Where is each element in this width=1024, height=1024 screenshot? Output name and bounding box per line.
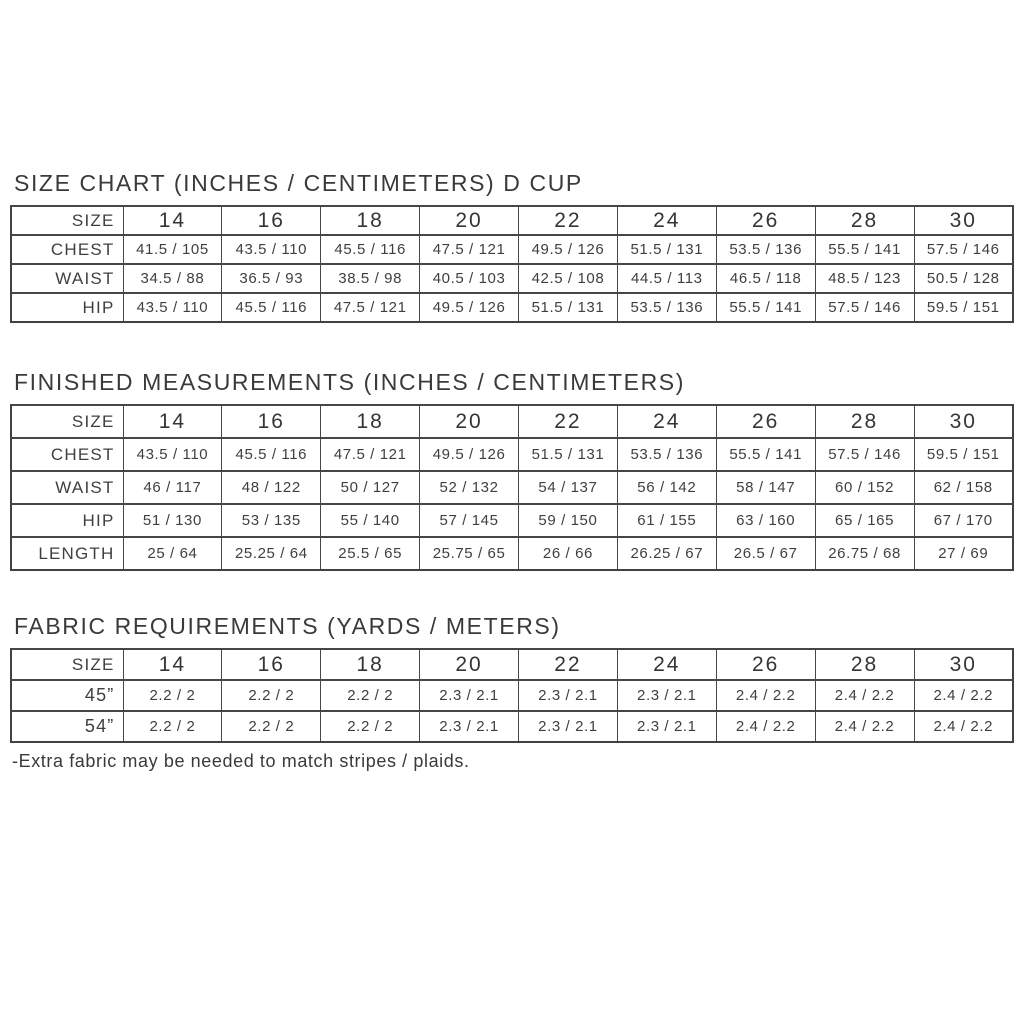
data-cell: 27 / 69 bbox=[914, 537, 1013, 570]
size-header-cell: 30 bbox=[914, 206, 1013, 235]
data-cell: 41.5 / 105 bbox=[123, 235, 222, 264]
table-row bbox=[11, 504, 1013, 537]
data-cell: 2.3 / 2.1 bbox=[519, 711, 618, 742]
data-cell: 57.5 / 146 bbox=[815, 293, 914, 322]
data-cell: 2.2 / 2 bbox=[123, 680, 222, 711]
data-cell: 55.5 / 141 bbox=[716, 438, 815, 471]
data-cell: 63 / 160 bbox=[716, 504, 815, 537]
row-label: 45” bbox=[11, 680, 123, 711]
data-cell: 2.2 / 2 bbox=[222, 680, 321, 711]
row-label: WAIST bbox=[11, 471, 123, 504]
data-cell: 34.5 / 88 bbox=[123, 264, 222, 293]
data-cell: 62 / 158 bbox=[914, 471, 1013, 504]
data-cell: 53.5 / 136 bbox=[716, 235, 815, 264]
data-cell: 2.3 / 2.1 bbox=[617, 711, 716, 742]
data-cell: 45.5 / 116 bbox=[222, 438, 321, 471]
table-row bbox=[11, 471, 1013, 504]
data-cell: 2.3 / 2.1 bbox=[420, 711, 519, 742]
row-label: WAIST bbox=[11, 264, 123, 293]
data-cell: 51.5 / 131 bbox=[519, 438, 618, 471]
data-cell: 45.5 / 116 bbox=[321, 235, 420, 264]
size-header-cell: 26 bbox=[716, 405, 815, 438]
finished-measurements-table bbox=[10, 404, 1014, 571]
data-cell: 49.5 / 126 bbox=[519, 235, 618, 264]
data-cell: 67 / 170 bbox=[914, 504, 1013, 537]
data-cell: 59.5 / 151 bbox=[914, 438, 1013, 471]
data-cell: 2.2 / 2 bbox=[222, 711, 321, 742]
data-cell: 2.3 / 2.1 bbox=[420, 680, 519, 711]
data-cell: 55.5 / 141 bbox=[716, 293, 815, 322]
data-cell: 49.5 / 126 bbox=[420, 293, 519, 322]
data-cell: 55.5 / 141 bbox=[815, 235, 914, 264]
data-cell: 25.5 / 65 bbox=[321, 537, 420, 570]
size-header-cell: 20 bbox=[420, 649, 519, 680]
data-cell: 59.5 / 151 bbox=[914, 293, 1013, 322]
data-cell: 61 / 155 bbox=[617, 504, 716, 537]
data-cell: 36.5 / 93 bbox=[222, 264, 321, 293]
size-chart-title: SIZE CHART (INCHES / CENTIMETERS) D CUP bbox=[14, 170, 583, 196]
data-cell: 2.2 / 2 bbox=[321, 711, 420, 742]
row-label: LENGTH bbox=[11, 537, 123, 570]
row-label: 54” bbox=[11, 711, 123, 742]
size-header-label: SIZE bbox=[11, 405, 123, 438]
data-cell: 53.5 / 136 bbox=[617, 438, 716, 471]
fabric-requirements-table bbox=[10, 648, 1014, 743]
data-cell: 2.4 / 2.2 bbox=[716, 680, 815, 711]
size-header-cell: 28 bbox=[815, 649, 914, 680]
size-header-cell: 18 bbox=[321, 405, 420, 438]
size-header-cell: 30 bbox=[914, 405, 1013, 438]
data-cell: 60 / 152 bbox=[815, 471, 914, 504]
data-cell: 2.4 / 2.2 bbox=[914, 680, 1013, 711]
data-cell: 57 / 145 bbox=[420, 504, 519, 537]
size-header-cell: 20 bbox=[420, 405, 519, 438]
row-label: HIP bbox=[11, 293, 123, 322]
data-cell: 51 / 130 bbox=[123, 504, 222, 537]
row-label: CHEST bbox=[11, 438, 123, 471]
size-header-cell: 14 bbox=[123, 405, 222, 438]
data-cell: 46.5 / 118 bbox=[716, 264, 815, 293]
data-cell: 52 / 132 bbox=[420, 471, 519, 504]
size-header-cell: 28 bbox=[815, 206, 914, 235]
data-cell: 2.4 / 2.2 bbox=[815, 680, 914, 711]
table-row bbox=[11, 293, 1013, 322]
data-cell: 2.3 / 2.1 bbox=[617, 680, 716, 711]
data-cell: 50.5 / 128 bbox=[914, 264, 1013, 293]
size-header-cell: 24 bbox=[617, 649, 716, 680]
data-cell: 40.5 / 103 bbox=[420, 264, 519, 293]
data-cell: 53.5 / 136 bbox=[617, 293, 716, 322]
size-header-cell: 14 bbox=[123, 649, 222, 680]
header-row bbox=[11, 649, 1013, 680]
header-row bbox=[11, 405, 1013, 438]
size-header-cell: 24 bbox=[617, 405, 716, 438]
data-cell: 51.5 / 131 bbox=[617, 235, 716, 264]
data-cell: 26.75 / 68 bbox=[815, 537, 914, 570]
data-cell: 54 / 137 bbox=[519, 471, 618, 504]
data-cell: 26 / 66 bbox=[519, 537, 618, 570]
size-chart-section bbox=[10, 170, 1014, 323]
header-row bbox=[11, 206, 1013, 235]
table-row bbox=[11, 711, 1013, 742]
data-cell: 59 / 150 bbox=[519, 504, 618, 537]
fabric-note: -Extra fabric may be needed to match stripes / plaids. bbox=[12, 751, 470, 771]
size-header-cell: 14 bbox=[123, 206, 222, 235]
finished-measurements-title: FINISHED MEASUREMENTS (INCHES / CENTIMETERS) bbox=[14, 369, 685, 395]
size-header-label: SIZE bbox=[11, 206, 123, 235]
row-label: HIP bbox=[11, 504, 123, 537]
table-row bbox=[11, 680, 1013, 711]
size-header-cell: 16 bbox=[222, 649, 321, 680]
size-header-cell: 22 bbox=[519, 405, 618, 438]
data-cell: 58 / 147 bbox=[716, 471, 815, 504]
data-cell: 47.5 / 121 bbox=[420, 235, 519, 264]
data-cell: 65 / 165 bbox=[815, 504, 914, 537]
table-row bbox=[11, 438, 1013, 471]
data-cell: 38.5 / 98 bbox=[321, 264, 420, 293]
data-cell: 26.5 / 67 bbox=[716, 537, 815, 570]
data-cell: 53 / 135 bbox=[222, 504, 321, 537]
size-header-cell: 26 bbox=[716, 649, 815, 680]
data-cell: 47.5 / 121 bbox=[321, 293, 420, 322]
data-cell: 25.25 / 64 bbox=[222, 537, 321, 570]
size-header-label: SIZE bbox=[11, 649, 123, 680]
data-cell: 2.4 / 2.2 bbox=[716, 711, 815, 742]
size-header-cell: 24 bbox=[617, 206, 716, 235]
table-row bbox=[11, 235, 1013, 264]
table-row bbox=[11, 537, 1013, 570]
size-header-cell: 22 bbox=[519, 206, 618, 235]
row-label: CHEST bbox=[11, 235, 123, 264]
size-header-cell: 20 bbox=[420, 206, 519, 235]
data-cell: 2.2 / 2 bbox=[321, 680, 420, 711]
data-cell: 44.5 / 113 bbox=[617, 264, 716, 293]
data-cell: 2.3 / 2.1 bbox=[519, 680, 618, 711]
data-cell: 57.5 / 146 bbox=[815, 438, 914, 471]
finished-measurements-section bbox=[10, 369, 1014, 571]
data-cell: 43.5 / 110 bbox=[123, 293, 222, 322]
data-cell: 49.5 / 126 bbox=[420, 438, 519, 471]
data-cell: 56 / 142 bbox=[617, 471, 716, 504]
size-header-cell: 18 bbox=[321, 649, 420, 680]
data-cell: 42.5 / 108 bbox=[519, 264, 618, 293]
data-cell: 48 / 122 bbox=[222, 471, 321, 504]
data-cell: 50 / 127 bbox=[321, 471, 420, 504]
data-cell: 2.4 / 2.2 bbox=[815, 711, 914, 742]
data-cell: 51.5 / 131 bbox=[519, 293, 618, 322]
data-cell: 45.5 / 116 bbox=[222, 293, 321, 322]
data-cell: 43.5 / 110 bbox=[222, 235, 321, 264]
data-cell: 43.5 / 110 bbox=[123, 438, 222, 471]
table-row bbox=[11, 264, 1013, 293]
size-header-cell: 18 bbox=[321, 206, 420, 235]
data-cell: 48.5 / 123 bbox=[815, 264, 914, 293]
size-header-cell: 22 bbox=[519, 649, 618, 680]
data-cell: 57.5 / 146 bbox=[914, 235, 1013, 264]
data-cell: 25 / 64 bbox=[123, 537, 222, 570]
size-chart-table bbox=[10, 205, 1014, 323]
data-cell: 26.25 / 67 bbox=[617, 537, 716, 570]
fabric-requirements-section bbox=[10, 613, 1014, 772]
data-cell: 46 / 117 bbox=[123, 471, 222, 504]
data-cell: 47.5 / 121 bbox=[321, 438, 420, 471]
data-cell: 2.4 / 2.2 bbox=[914, 711, 1013, 742]
data-cell: 25.75 / 65 bbox=[420, 537, 519, 570]
size-header-cell: 28 bbox=[815, 405, 914, 438]
size-header-cell: 16 bbox=[222, 206, 321, 235]
size-header-cell: 30 bbox=[914, 649, 1013, 680]
data-cell: 2.2 / 2 bbox=[123, 711, 222, 742]
size-header-cell: 26 bbox=[716, 206, 815, 235]
fabric-requirements-title: FABRIC REQUIREMENTS (YARDS / METERS) bbox=[14, 613, 561, 639]
data-cell: 55 / 140 bbox=[321, 504, 420, 537]
size-header-cell: 16 bbox=[222, 405, 321, 438]
